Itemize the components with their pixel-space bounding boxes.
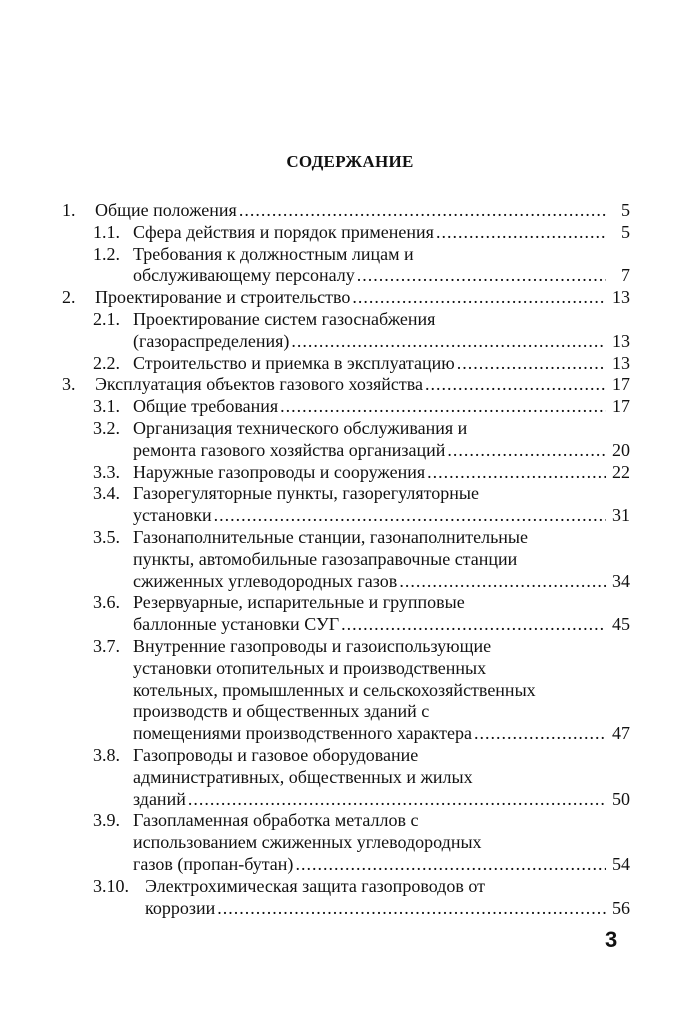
toc-entry-page: 13 <box>612 330 630 351</box>
toc-entry-title: Строительство и приемка в эксплуатацию <box>133 352 455 373</box>
toc-entry-number: 3.1. <box>93 396 120 417</box>
toc-entry-page: 45 <box>612 614 630 635</box>
toc-entry-title: Электрохимическая защита газопроводов от <box>145 875 485 896</box>
toc-entry[interactable] <box>62 745 630 810</box>
dot-leader <box>436 222 606 244</box>
toc-entry-number: 3.5. <box>93 526 120 547</box>
toc-entry[interactable] <box>62 309 630 353</box>
dot-leader <box>399 571 606 593</box>
dot-leader <box>474 723 606 745</box>
toc-entry-title: Сфера действия и порядок применения <box>133 221 434 242</box>
toc-entry-number: 2.1. <box>93 308 120 329</box>
toc-entry-number: 2. <box>62 287 76 308</box>
toc-entry-title: Эксплуатация объектов газового хозяйства <box>95 374 423 395</box>
toc-entry[interactable] <box>62 244 630 288</box>
toc-entry-page: 20 <box>612 439 630 460</box>
dot-leader <box>217 898 606 920</box>
toc-entry-title: Газопроводы и газовое оборудование <box>133 744 419 765</box>
toc-entry[interactable] <box>62 200 630 222</box>
toc-entry-title: баллонные установки СУГ <box>133 614 340 635</box>
toc-entry-title: использованием сжиженных углеводородных <box>133 832 482 853</box>
toc-entry-page: 17 <box>612 374 630 395</box>
toc-entry[interactable] <box>62 374 630 396</box>
toc-entry-page: 31 <box>612 505 630 526</box>
toc-entry[interactable] <box>62 462 630 484</box>
toc-entry-title: установки <box>133 505 212 526</box>
toc-entry-page: 13 <box>612 287 630 308</box>
toc-entry-title: помещениями производственного характера <box>133 723 473 744</box>
toc-entry-title: Газонаполнительные станции, газонаполнительные <box>133 526 529 547</box>
dot-leader <box>214 505 606 527</box>
toc-entry-number: 3.3. <box>93 461 120 482</box>
toc-entry[interactable] <box>62 876 630 920</box>
toc-entry-title: установки отопительных и производственных <box>133 657 487 678</box>
page-title: СОДЕРЖАНИЕ <box>286 152 414 171</box>
dot-leader <box>295 854 606 876</box>
toc-entry-title: производств и общественных зданий с <box>133 701 430 722</box>
toc-entry[interactable] <box>62 810 630 875</box>
toc-entry-number: 3.9. <box>93 810 120 831</box>
toc-entry-number: 2.2. <box>93 352 120 373</box>
toc-entry[interactable] <box>62 483 630 527</box>
dot-leader <box>447 440 606 462</box>
toc-entry[interactable] <box>62 418 630 462</box>
toc-entry[interactable] <box>62 353 630 375</box>
toc-entry-number: 3.4. <box>93 483 120 504</box>
toc-entry-page: 5 <box>621 221 630 242</box>
toc-entry-number: 3.8. <box>93 744 120 765</box>
toc-entry-number: 1.2. <box>93 243 120 264</box>
toc-entry-number: 3.10. <box>93 875 129 896</box>
toc-entry-number: 3.7. <box>93 635 120 656</box>
toc-entry-number: 3.2. <box>93 417 120 438</box>
toc-entry-title: Проектирование систем газоснабжения <box>133 308 436 329</box>
toc-entry-title: Требования к должностным лицам и <box>133 243 414 264</box>
toc-entry-page: 22 <box>612 461 630 482</box>
toc-entry-number: 1. <box>62 200 76 220</box>
toc-entry-page: 54 <box>612 853 630 874</box>
toc-entry-title: Наружные газопроводы и сооружения <box>133 461 426 482</box>
toc-entry-page: 13 <box>612 352 630 373</box>
page-number: 3 <box>605 927 618 952</box>
toc-entry-title: Газорегуляторные пункты, газорегуляторные <box>133 483 479 504</box>
dot-leader <box>425 374 606 396</box>
toc-entry-number: 3. <box>62 374 76 395</box>
toc-entry-title: Газопламенная обработка металлов с <box>133 810 419 831</box>
dot-leader <box>427 462 606 484</box>
toc-entry-page: 50 <box>612 788 630 809</box>
toc-entry-page: 47 <box>612 723 630 744</box>
dot-leader <box>239 200 606 222</box>
toc-entry-title: Организация технического обслуживания и <box>133 417 468 438</box>
toc-entry-number: 3.6. <box>93 592 120 613</box>
table-of-contents <box>62 200 630 919</box>
toc-entry[interactable] <box>62 222 630 244</box>
toc-entry-title: газов (пропан-бутан) <box>133 853 294 874</box>
toc-entry-title: (газораспределения) <box>133 330 290 351</box>
toc-entry-title: зданий <box>133 788 186 809</box>
toc-entry-number: 1.1. <box>93 221 120 242</box>
toc-entry-page: 17 <box>612 396 630 417</box>
toc-entry-title: Общие требования <box>133 396 279 417</box>
dot-leader <box>357 265 606 287</box>
toc-entry-title: Внутренние газопроводы и газоиспользующие <box>133 635 492 656</box>
toc-entry[interactable] <box>62 636 630 745</box>
toc-entry[interactable] <box>62 592 630 636</box>
toc-entry-page: 34 <box>612 570 630 591</box>
dot-leader <box>188 789 606 811</box>
toc-entry-page: 7 <box>621 265 630 286</box>
toc-entry-title: коррозии <box>145 897 216 918</box>
toc-entry-title: пункты, автомобильные газозаправочные станции <box>133 548 518 569</box>
toc-entry-title: котельных, промышленных и сельскохозяйственных <box>133 679 536 700</box>
toc-entry[interactable] <box>62 287 630 309</box>
toc-entry-page: 5 <box>621 200 630 220</box>
toc-entry-title: Проектирование и строительство <box>95 287 351 308</box>
toc-entry-title: Резервуарные, испарительные и групповые <box>133 592 465 613</box>
toc-entry-title: сжиженных углеводородных газов <box>133 570 398 591</box>
toc-entry-title: Общие положения <box>95 200 237 220</box>
toc-entry[interactable] <box>62 527 630 592</box>
dot-leader <box>341 614 606 636</box>
toc-entry-title: обслуживающему персоналу <box>133 265 355 286</box>
toc-entry[interactable] <box>62 396 630 418</box>
toc-entry-page: 56 <box>612 897 630 918</box>
toc-entry-title: административных, общественных и жилых <box>133 766 473 787</box>
dot-leader <box>280 396 606 418</box>
dot-leader <box>291 331 606 353</box>
dot-leader <box>352 287 606 309</box>
toc-entry-title: ремонта газового хозяйства организаций <box>133 439 446 460</box>
dot-leader <box>457 353 606 375</box>
